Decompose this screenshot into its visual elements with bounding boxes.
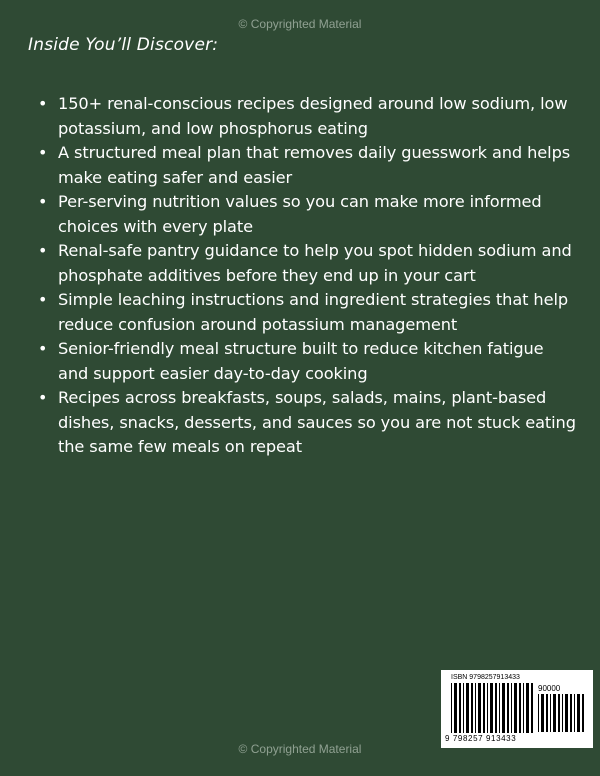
price-code: 90000 xyxy=(538,684,561,693)
barcode-bar xyxy=(495,683,497,733)
barcode-bar xyxy=(553,694,556,732)
barcode-bar xyxy=(562,694,563,732)
barcode-bar xyxy=(507,683,509,733)
barcode-bar xyxy=(514,683,517,733)
feature-item: • Senior-friendly meal structure built to reduce kitchen fatigue and support easier day-to-day cooking xyxy=(36,337,576,386)
barcode-bar xyxy=(502,683,505,733)
feature-item: • Per-serving nutrition values so you can make more informed choices with every plate xyxy=(36,190,576,239)
barcode-bar xyxy=(466,683,469,733)
copyright-watermark-top: © Copyrighted Material xyxy=(238,17,362,31)
barcode-bar xyxy=(582,694,584,732)
feature-item: • 150+ renal-conscious recipes designed around low sodium, low potassium, and low phosphorus eating xyxy=(36,92,576,141)
feature-item: • Recipes across breakfasts, soups, salads, mains, plant-based dishes, snacks, desserts, and sauces so you are not stuck eating the same few meals on repeat xyxy=(36,386,576,460)
barcode-bar xyxy=(558,694,560,732)
barcode-bar xyxy=(526,683,529,733)
feature-item: • A structured meal plan that removes daily guesswork and helps make eating safer and easier xyxy=(36,141,576,190)
barcode-bar xyxy=(531,683,533,733)
barcode-bar xyxy=(541,694,544,732)
barcode-bar xyxy=(511,683,512,733)
barcode-bar xyxy=(463,683,464,733)
feature-item: • Renal-safe pantry guidance to help you spot hidden sodium and phosphate additives before they end up in your cart xyxy=(36,239,576,288)
barcode-bar xyxy=(538,694,539,732)
barcode-bar xyxy=(475,683,476,733)
barcode-bar xyxy=(471,683,473,733)
barcode-bar xyxy=(499,683,500,733)
isbn-barcode xyxy=(441,670,593,748)
feature-item: • Simple leaching instructions and ingredient strategies that help reduce confusion around potassium management xyxy=(36,288,576,337)
isbn-digits: 9 798257 913433 xyxy=(445,734,517,743)
barcode-bar xyxy=(577,694,580,732)
copyright-watermark-bottom: © Copyrighted Material xyxy=(238,742,362,756)
barcode-bar xyxy=(523,683,524,733)
barcode-bar xyxy=(519,683,521,733)
barcode-bar xyxy=(454,683,457,733)
barcode-bar xyxy=(459,683,461,733)
barcode-bar xyxy=(451,683,452,733)
barcode-bar xyxy=(546,694,548,732)
section-heading: Inside You’ll Discover: xyxy=(28,35,219,55)
barcode-bars-main xyxy=(451,683,535,733)
barcode-bar xyxy=(490,683,493,733)
barcode-bar xyxy=(565,694,568,732)
isbn-label: ISBN 9798257913433 xyxy=(451,674,520,681)
barcode-bar xyxy=(570,694,572,732)
barcode-bar xyxy=(487,683,488,733)
barcode-bars-addon xyxy=(538,694,586,732)
barcode-bar xyxy=(478,683,481,733)
barcode-bar xyxy=(574,694,575,732)
barcode-bar xyxy=(483,683,485,733)
feature-list xyxy=(36,92,576,460)
barcode-bar xyxy=(550,694,551,732)
